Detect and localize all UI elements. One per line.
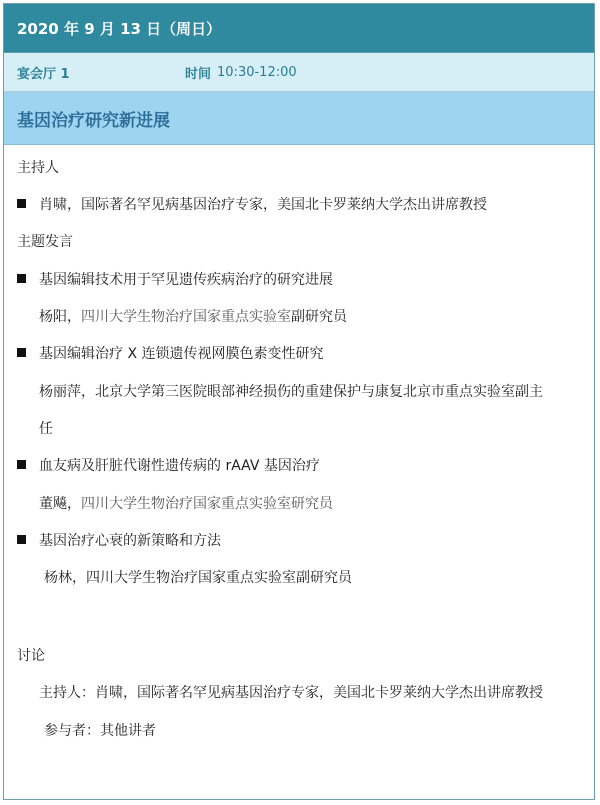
session-info-bar <box>4 53 594 92</box>
talk-title: 基因治疗心衰的新策略和方法 <box>39 533 221 549</box>
talk-title: 血友病及肝脏代谢性遗传病的 rAAV 基因治疗 <box>39 458 320 474</box>
square-bullet-icon <box>17 460 26 469</box>
talk-speaker <box>39 493 333 513</box>
speaker-org: 四川大学生物治疗国家重点实验室研究员 <box>81 496 333 512</box>
talk-item <box>17 455 320 475</box>
date-header <box>4 4 594 53</box>
session-title: 基因治疗研究新进展 <box>17 110 170 131</box>
speaker-name: 董飚， <box>39 496 81 512</box>
talks-heading: 主题发言 <box>17 234 73 250</box>
discussion-heading: 讨论 <box>17 648 45 664</box>
session-date: 2020 年 9 月 13 日（周日） <box>17 19 222 38</box>
speaker-suffix: 副研究员 <box>291 309 347 325</box>
talk-item <box>17 343 324 363</box>
square-bullet-icon <box>17 535 26 544</box>
schedule-card <box>3 3 595 800</box>
speaker-org: 四川大学生物治疗国家重点实验室 <box>81 309 291 325</box>
discussion-participants: 参与者：其他讲者 <box>44 723 156 739</box>
talk-title: 基因编辑治疗 X 连锁遗传视网膜色素变性研究 <box>39 346 324 362</box>
talk-speaker: 杨林，四川大学生物治疗国家重点实验室副研究员 <box>44 570 352 586</box>
venue-hall: 宴会厅 1 <box>17 66 70 82</box>
time-label: 时间 <box>185 66 212 82</box>
speaker-name: 杨阳， <box>39 309 81 325</box>
square-bullet-icon <box>17 199 26 208</box>
host-heading: 主持人 <box>17 160 59 176</box>
talk-speaker-line-1: 杨丽萍，北京大学第三医院眼部神经损伤的重建保护与康复北京市重点实验室副主 <box>39 384 543 400</box>
host-item <box>17 194 487 214</box>
host-text: 肖啸，国际著名罕见病基因治疗专家，美国北卡罗莱纳大学杰出讲席教授 <box>39 197 487 213</box>
talk-item <box>17 530 221 550</box>
talk-speaker <box>39 306 347 326</box>
square-bullet-icon <box>17 348 26 357</box>
talk-title: 基因编辑技术用于罕见遗传疾病治疗的研究进展 <box>39 272 333 288</box>
talk-speaker-line-2: 任 <box>39 421 53 437</box>
session-title-bar <box>4 92 594 145</box>
discussion-host: 主持人：肖啸，国际著名罕见病基因治疗专家，美国北卡罗莱纳大学杰出讲席教授 <box>39 685 543 701</box>
talk-item <box>17 269 333 289</box>
time-value: 10:30-12:00 <box>217 64 297 80</box>
square-bullet-icon <box>17 274 26 283</box>
